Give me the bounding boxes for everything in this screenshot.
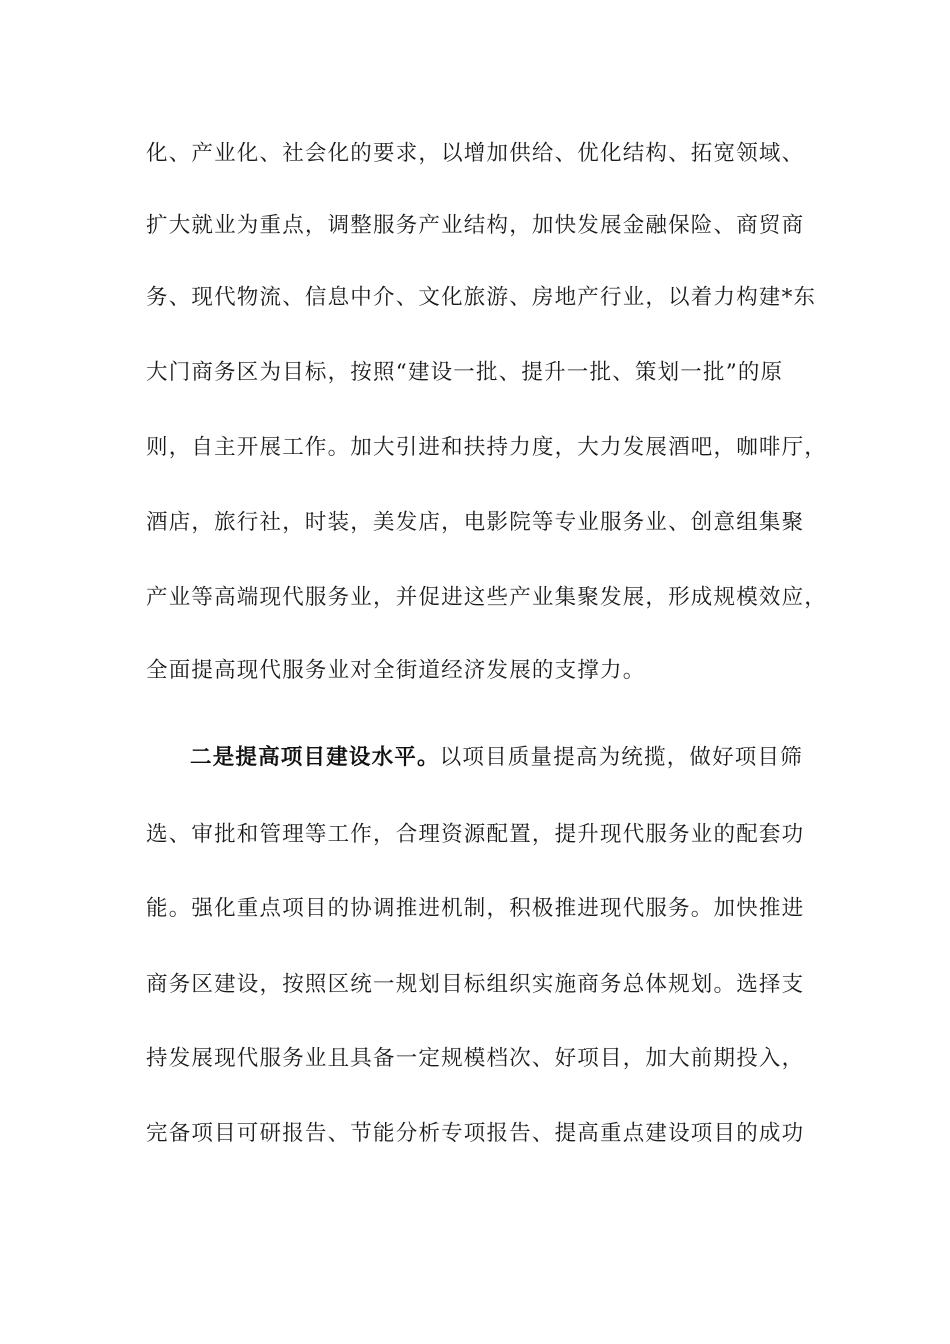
section-heading: 二是提高项目建设水平。 (190, 745, 440, 770)
paragraph-line: 能。强化重点项目的协调推进机制，积极推进现代服务。加快推进 (146, 896, 805, 921)
paragraph-line: 持发展现代服务业且具备一定规模档次、好项目，加大前期投入， (146, 1046, 805, 1071)
paragraph-line: 产业等高端现代服务业，并促进这些产业集聚发展，形成规模效应， (146, 585, 828, 610)
paragraph-first-line (190, 743, 870, 773)
paragraph-line: 商务区建设，按照区统一规划目标组织实施商务总体规划。选择支 (146, 972, 805, 997)
paragraph-line: 务、现代物流、信息中介、文化旅游、房地产行业，以着力构建*东 (146, 285, 817, 310)
paragraph-line: 完备项目可研报告、节能分析专项报告、提高重点建设项目的成功 (146, 1121, 805, 1146)
paragraph-line: 酒店，旅行社，时装，美发店，电影院等专业服务业、创意组集聚 (146, 510, 805, 535)
paragraph-line: 全面提高现代服务业对全街道经济发展的支撑力。 (146, 658, 646, 683)
paragraph-line: 扩大就业为重点，调整服务产业结构，加快发展金融保险、商贸商 (146, 213, 805, 238)
paragraph-line: 化、产业化、社会化的要求，以增加供给、优化结构、拓宽领域、 (146, 141, 805, 166)
paragraph-line: 则，自主开展工作。加大引进和扶持力度，大力发展酒吧，咖啡厅， (146, 435, 828, 460)
paragraph-text: 以项目质量提高为统揽，做好项目筛 (439, 745, 803, 770)
paragraph-line: 选、审批和管理等工作，合理资源配置，提升现代服务业的配套功 (146, 822, 805, 847)
paragraph-line: 大门商务区为目标，按照“建设一批、提升一批、策划一批”的原 (146, 360, 784, 385)
